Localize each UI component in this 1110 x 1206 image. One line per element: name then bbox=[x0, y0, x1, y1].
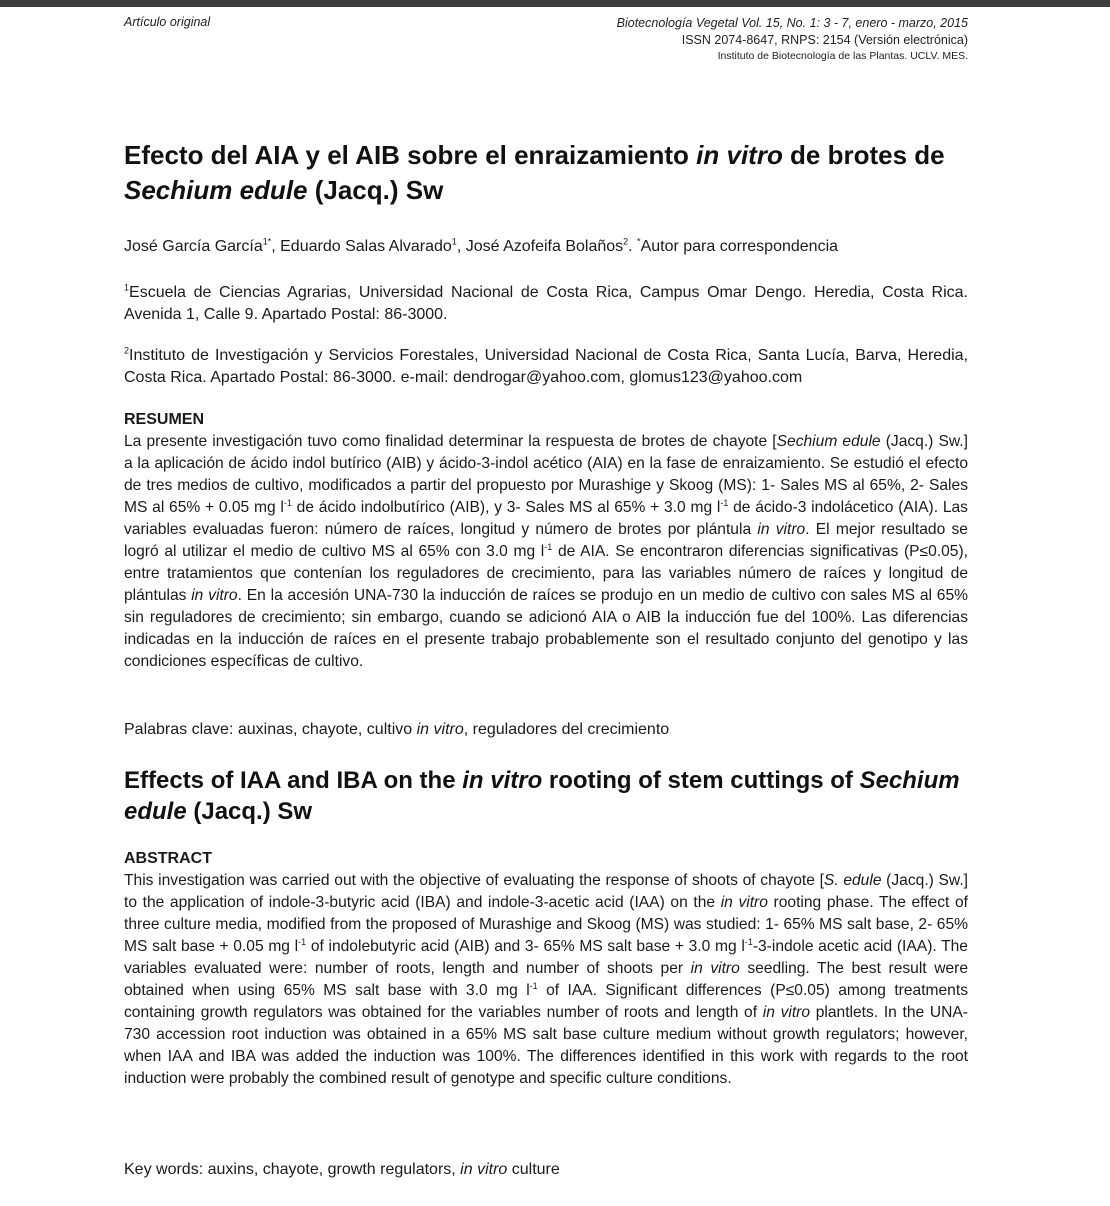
keywords-text: culture bbox=[507, 1161, 560, 1178]
author-sup: 1 bbox=[451, 236, 457, 247]
affiliation-1 bbox=[124, 282, 968, 326]
resumen-italic: in vitro bbox=[757, 521, 806, 538]
keywords-text: Palabras clave: auxinas, chayote, cultivo bbox=[124, 721, 417, 738]
keywords-text: Key words: auxins, chayote, growth regulators, bbox=[124, 1161, 461, 1178]
abstract-italic: S. edule bbox=[823, 872, 882, 889]
title-es-text: de brotes de bbox=[782, 140, 945, 170]
authors-line bbox=[124, 236, 968, 258]
resumen-text: de ácido-3 indolácetico (AIA). Las variables evaluadas fueron: número de raíces, longitud y número de brotes por plántula bbox=[124, 499, 968, 538]
article-type: Artículo original bbox=[124, 15, 211, 29]
abstract-sup: -1 bbox=[744, 936, 753, 947]
resumen-sup: -1 bbox=[283, 497, 292, 508]
keywords-italic: in vitro bbox=[416, 721, 464, 738]
title-es-text: Efecto del AIA y el AIB sobre el enraizamiento bbox=[124, 140, 697, 170]
title-en-species: Sechium edule bbox=[124, 767, 960, 825]
correspondence-note: Autor para correspondencia bbox=[640, 238, 839, 255]
title-spanish bbox=[124, 138, 968, 208]
abstract-italic: in vitro bbox=[720, 894, 768, 911]
abstract-text: -3-indole acetic acid (IAA). The variables evaluated were: number of roots, length and number of shoots per bbox=[124, 938, 968, 977]
author-sup: 2 bbox=[623, 236, 629, 247]
resumen-italic: in vitro bbox=[191, 587, 238, 604]
author-sup: 1* bbox=[262, 236, 272, 247]
abstract-heading: ABSTRACT bbox=[124, 850, 212, 867]
resumen-text: de AIA. Se encontraron diferencias significativas (P≤0.05), entre tratamientos que contenían los reguladores de crecimiento, para las variables número de raíces y longitud de plántulas bbox=[124, 543, 968, 604]
title-es-species: Sechium edule bbox=[124, 175, 308, 205]
abstract-text: rooting phase. The effect of three culture media, modified from the proposed of Murashige and Skoog (MS) was studied: 1- 65% MS salt base, 2- 65% MS salt base + 0.05 mg l bbox=[124, 894, 968, 955]
abstract-text: of indolebutyric acid (AIB) and 3- 65% MS salt base + 3.0 mg l bbox=[306, 938, 745, 955]
viewer-top-bar bbox=[0, 0, 1110, 7]
title-en-text: rooting of stem cuttings of bbox=[542, 767, 860, 794]
keywords-italic: in vitro bbox=[460, 1161, 508, 1178]
affiliation-2 bbox=[124, 345, 968, 389]
keywords-text: , reguladores del crecimiento bbox=[463, 721, 670, 738]
title-en-italic: in vitro bbox=[462, 767, 543, 794]
affiliation-text: Instituto de Investigación y Servicios Forestales, Universidad Nacional de Costa Rica, Santa Lucía, Barva, Heredia, Costa Rica. Apartado Postal: 86-3000. e-mail: dendrogar@yahoo.com, glomus123@yahoo.com bbox=[124, 347, 968, 386]
resumen-text: . El mejor resultado se logró al utilizar el medio de cultivo MS al 65% con 3.0 mg l bbox=[124, 521, 968, 560]
title-english bbox=[124, 765, 968, 827]
title-en-text: Effects of IAA and IBA on the bbox=[124, 767, 463, 794]
journal-issn: ISSN 2074-8647, RNPS: 2154 (Versión electrónica) bbox=[681, 33, 968, 47]
resumen-heading: RESUMEN bbox=[124, 411, 205, 428]
resumen-text: de ácido indolbutírico (AIB), y 3- Sales MS al 65% + 3.0 mg l bbox=[291, 499, 721, 516]
title-en-text: (Jacq.) Sw bbox=[186, 798, 313, 825]
abstract-text: (Jacq.) Sw.] to the application of indole-3-butyric acid (IBA) and indole-3-acetic acid (IAA) on the bbox=[124, 872, 968, 911]
abstract-text: seedling. The best result were obtained when using 65% MS salt base with 3.0 mg l bbox=[124, 960, 968, 999]
journal-institute: Instituto de Biotecnología de las Plantas. UCLV. MES. bbox=[717, 50, 968, 62]
abstract-body bbox=[124, 870, 968, 1090]
affiliation-text: Escuela de Ciencias Agrarias, Universidad Nacional de Costa Rica, Campus Omar Dengo. Heredia, Costa Rica. Avenida 1, Calle 9. Apartado Postal: 86-3000. bbox=[124, 284, 968, 323]
title-es-italic: in vitro bbox=[696, 140, 783, 170]
resumen-sup: -1 bbox=[720, 497, 729, 508]
journal-header bbox=[617, 15, 968, 64]
abstract-text: This investigation was carried out with the objective of evaluating the response of shoots of chayote [ bbox=[124, 872, 824, 889]
title-es-text: (Jacq.) Sw bbox=[307, 175, 444, 205]
abstract-sup: -1 bbox=[529, 980, 538, 991]
author-name: , José Azofeifa Bolaños bbox=[456, 238, 624, 255]
abstract-text: of IAA. Significant differences (P≤0.05) among treatments containing growth regulators was obtained for the variables number of roots and length of bbox=[124, 982, 968, 1021]
resumen-italic: Sechium edule bbox=[776, 433, 881, 450]
resumen-body bbox=[124, 431, 968, 673]
keywords-spanish bbox=[124, 719, 669, 741]
affiliation-number: 2 bbox=[124, 345, 130, 356]
journal-citation: Biotecnología Vegetal Vol. 15, No. 1: 3 - 7, enero - marzo, 2015 bbox=[616, 16, 968, 30]
resumen-sup: -1 bbox=[544, 541, 553, 552]
abstract-sup: -1 bbox=[298, 936, 307, 947]
resumen-text: . En la accesión UNA-730 la inducción de raíces se produjo en un medio de cultivo con sales MS al 65% sin reguladores de crecimiento; sin embargo, cuando se adicionó AIA o AIB la inducción fue del 100%. Las diferencias indicadas en la inducción de raíces en el presente trabajo probablemente son el resultado conjunto del genotipo y las condiciones específicas de cultivo. bbox=[124, 587, 968, 670]
author-name: José García García bbox=[124, 238, 263, 255]
author-sup: * bbox=[637, 236, 641, 247]
resumen-text: (Jacq.) Sw.] a la aplicación de ácido indol butírico (AIB) y ácido-3-indol acético (AIA) en la fase de enraizamiento. Se estudió el efecto de tres medios de cultivo, modificados a partir del propuesto por Murashige y Skoog (MS): 1- Sales MS al 65%, 2- Sales MS al 65% + 0.05 mg l bbox=[124, 433, 968, 516]
author-sep: . bbox=[628, 238, 638, 255]
keywords-english bbox=[124, 1159, 560, 1181]
abstract-italic: in vitro bbox=[762, 1004, 811, 1021]
affiliation-number: 1 bbox=[124, 282, 130, 293]
abstract-text: plantlets. In the UNA-730 accession root induction was obtained in a 65% MS salt base culture medium without growth regulators; however, when IAA and IBA was added the induction was 100%. The differences identified in this work with regards to the root induction were probably the combined result of genotype and specific culture conditions. bbox=[124, 1004, 969, 1087]
abstract-italic: in vitro bbox=[690, 960, 740, 977]
author-name: , Eduardo Salas Alvarado bbox=[271, 238, 452, 255]
resumen-text: La presente investigación tuvo como finalidad determinar la respuesta de brotes de chayote [ bbox=[124, 433, 777, 450]
